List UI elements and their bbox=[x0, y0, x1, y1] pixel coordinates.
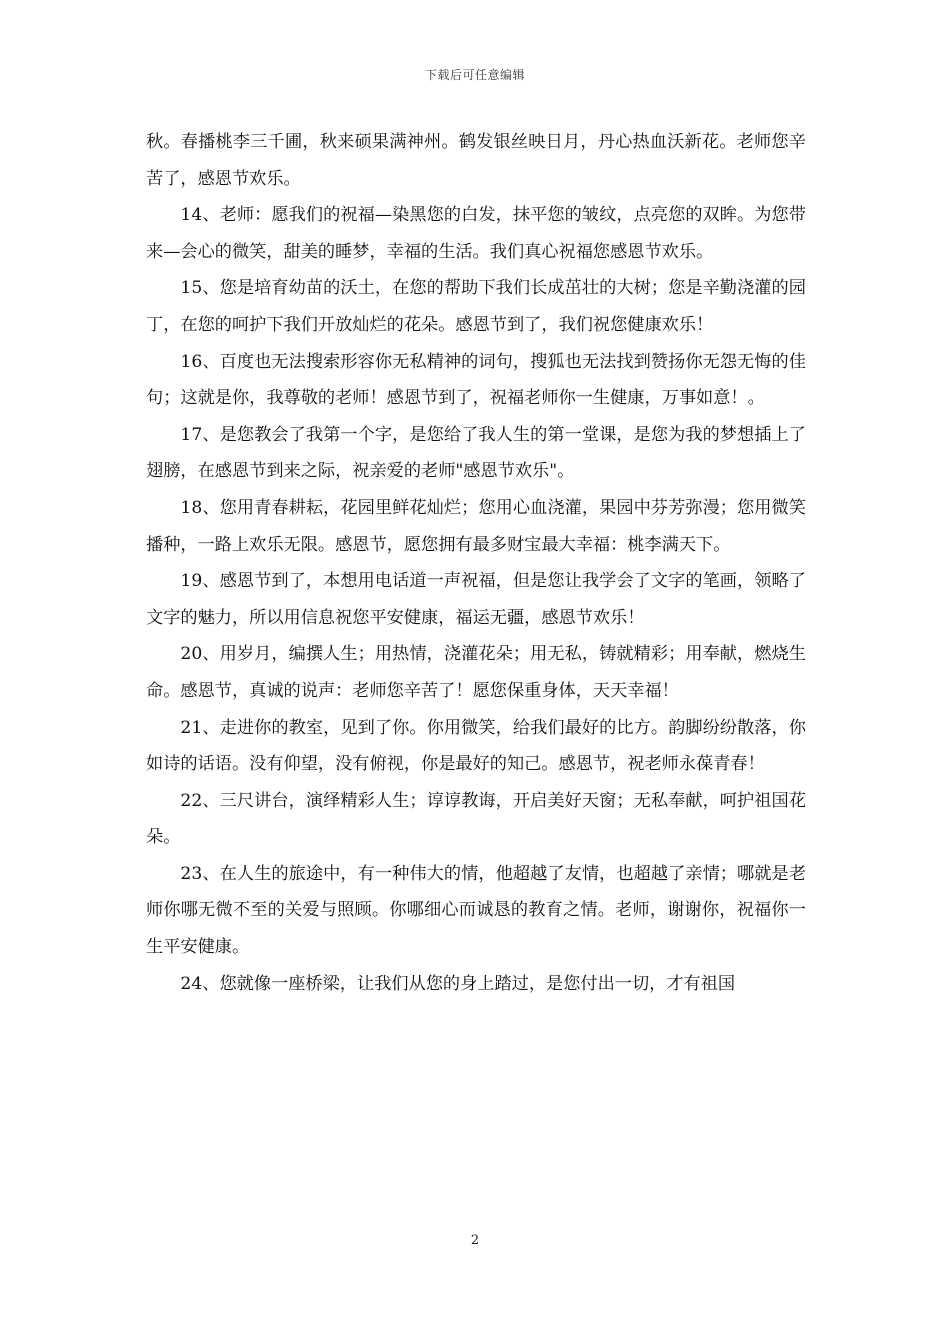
document-body bbox=[146, 124, 806, 1002]
page-header: 下载后可任意编辑 bbox=[424, 68, 525, 82]
paragraph: 秋。春播桃李三千圃，秋来硕果满神州。鹤发银丝映日月，丹心热血沃新花。老师您辛苦了，感恩节欢乐。 bbox=[146, 132, 806, 189]
paragraph: 16、百度也无法搜索形容你无私精神的词句，搜狐也无法找到赞扬你无怨无悔的佳句；这就是你，我尊敬的老师！感恩节到了，祝福老师你一生健康，万事如意！。 bbox=[146, 351, 806, 409]
paragraph: 15、您是培育幼苗的沃土，在您的帮助下我们长成茁壮的大树；您是辛勤浇灌的园丁，在您的呵护下我们开放灿烂的花朵。感恩节到了，我们祝您健康欢乐！ bbox=[146, 278, 806, 335]
paragraph: 18、您用青春耕耘，花园里鲜花灿烂；您用心血浇灌，果园中芬芳弥漫；您用微笑播种，一路上欢乐无限。感恩节，愿您拥有最多财宝最大幸福：桃李满天下。 bbox=[146, 497, 806, 555]
paragraph: 23、在人生的旅途中，有一种伟大的情，他超越了友情，也超越了亲情；哪就是老师你哪无微不至的关爱与照顾。你哪细心而诚恳的教育之情。老师，谢谢你，祝福你一生平安健康。 bbox=[146, 863, 806, 958]
paragraph: 24、您就像一座桥梁，让我们从您的身上踏过，是您付出一切，才有祖国 bbox=[180, 973, 736, 994]
paragraph: 14、老师：愿我们的祝福—染黑您的白发，抹平您的皱纹，点亮您的双眸。为您带来—会心的微笑，甜美的睡梦，幸福的生活。我们真心祝福您感恩节欢乐。 bbox=[146, 205, 806, 262]
paragraph: 19、感恩节到了，本想用电话道一声祝福，但是您让我学会了文字的笔画，领略了文字的魅力，所以用信息祝您平安健康，福运无疆，感恩节欢乐！ bbox=[146, 571, 806, 628]
paragraph: 22、三尺讲台，演绎精彩人生；谆谆教诲，开启美好天窗；无私奉献，呵护祖国花朵。 bbox=[146, 790, 806, 848]
paragraph: 21、走进你的教室，见到了你。你用微笑，给我们最好的比方。韵脚纷纷散落，你如诗的话语。没有仰望，没有俯视，你是最好的知己。感恩节，祝老师永葆青春！ bbox=[146, 717, 806, 775]
paragraph: 17、是您教会了我第一个字，是您给了我人生的第一堂课，是您为我的梦想插上了翅膀，在感恩节到来之际，祝亲爱的老师"感恩节欢乐"。 bbox=[146, 424, 806, 482]
page-number: 2 bbox=[470, 1233, 480, 1248]
paragraph: 20、用岁月，编撰人生；用热情，浇灌花朵；用无私，铸就精彩；用奉献，燃烧生命。感恩节，真诚的说声：老师您辛苦了！愿您保重身体，天天幸福！ bbox=[146, 644, 806, 701]
